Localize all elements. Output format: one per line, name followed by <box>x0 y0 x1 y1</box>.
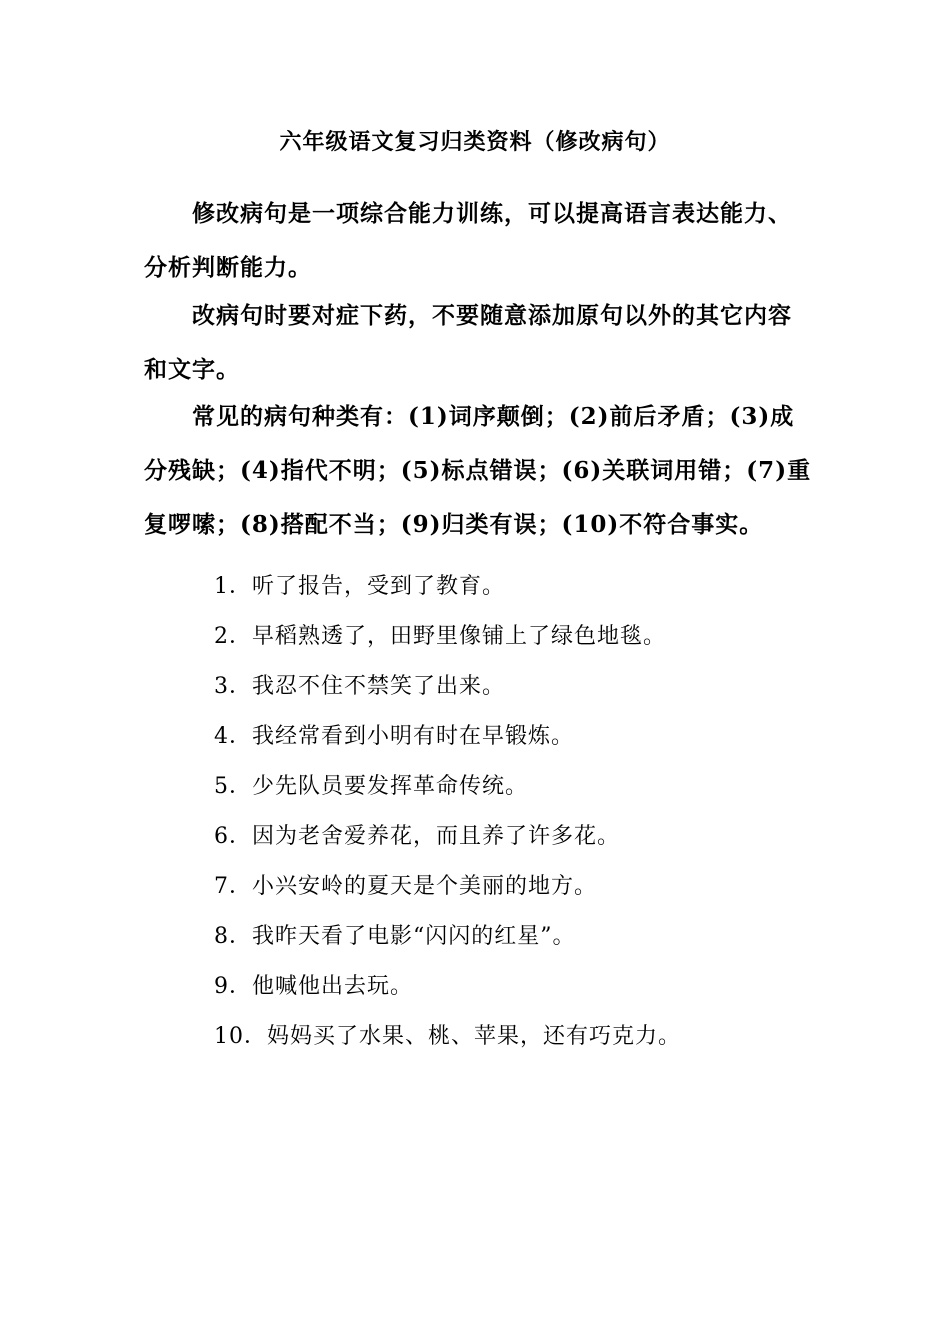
exercise-text: 小兴安岭的夏天是个美丽的地方。 <box>252 874 598 899</box>
exercise-number: 2． <box>214 624 252 649</box>
exercise-number: 5． <box>214 774 252 799</box>
document-title: 六年级语文复习归类资料（修改病句） <box>279 129 671 155</box>
exercise-item <box>214 1012 681 1062</box>
exercise-text: 我经常看到小明有时在早锻炼。 <box>252 724 575 749</box>
exercise-number: 9． <box>214 974 252 999</box>
exercise-item <box>214 562 681 612</box>
exercise-item <box>214 662 681 712</box>
exercise-item <box>214 762 681 812</box>
exercise-text: 早稻熟透了，田野里像铺上了绿色地毯。 <box>252 624 667 649</box>
exercise-number: 10． <box>214 1024 267 1049</box>
exercise-list <box>214 562 681 1062</box>
exercise-number: 4． <box>214 724 252 749</box>
exercise-item <box>214 962 681 1012</box>
exercise-number: 3． <box>214 674 252 699</box>
exercise-item <box>214 912 681 962</box>
exercise-text: 他喊他出去玩。 <box>252 974 414 999</box>
exercise-item <box>214 712 681 762</box>
intro-paragraph-advice: 改病句时要对症下药，不要随意添加原句以外的其它内容和文字。 <box>144 302 792 383</box>
exercise-text: 我忍不住不禁笑了出来。 <box>252 674 506 699</box>
exercise-text: 少先队员要发挥革命传统。 <box>252 774 529 799</box>
exercise-item <box>214 812 681 862</box>
exercise-text: 因为老舍爱养花，而且养了许多花。 <box>252 824 621 849</box>
exercise-item <box>214 612 681 662</box>
exercise-item <box>214 862 681 912</box>
exercise-text: 妈妈买了水果、桃、苹果，还有巧克力。 <box>267 1024 682 1049</box>
exercise-text: 听了报告，受到了教育。 <box>252 574 506 599</box>
exercise-text: 我昨天看了电影“闪闪的红星”。 <box>252 924 576 949</box>
exercise-number: 6． <box>214 824 252 849</box>
exercise-number: 7． <box>214 874 252 899</box>
exercise-number: 8． <box>214 924 252 949</box>
exercise-number: 1． <box>214 574 252 599</box>
intro-paragraph-types: 常见的病句种类有：(1)词序颠倒；(2)前后矛盾；(3)成分残缺；(4)指代不明；(5)标点错误；(6)关联词用错；(7)重复啰嗦；(8)搭配不当；(9)归类有误；(10)不符合事实。 <box>144 403 812 538</box>
intro-paragraph-purpose: 修改病句是一项综合能力训练，可以提高语言表达能力、分析判断能力。 <box>144 200 792 281</box>
